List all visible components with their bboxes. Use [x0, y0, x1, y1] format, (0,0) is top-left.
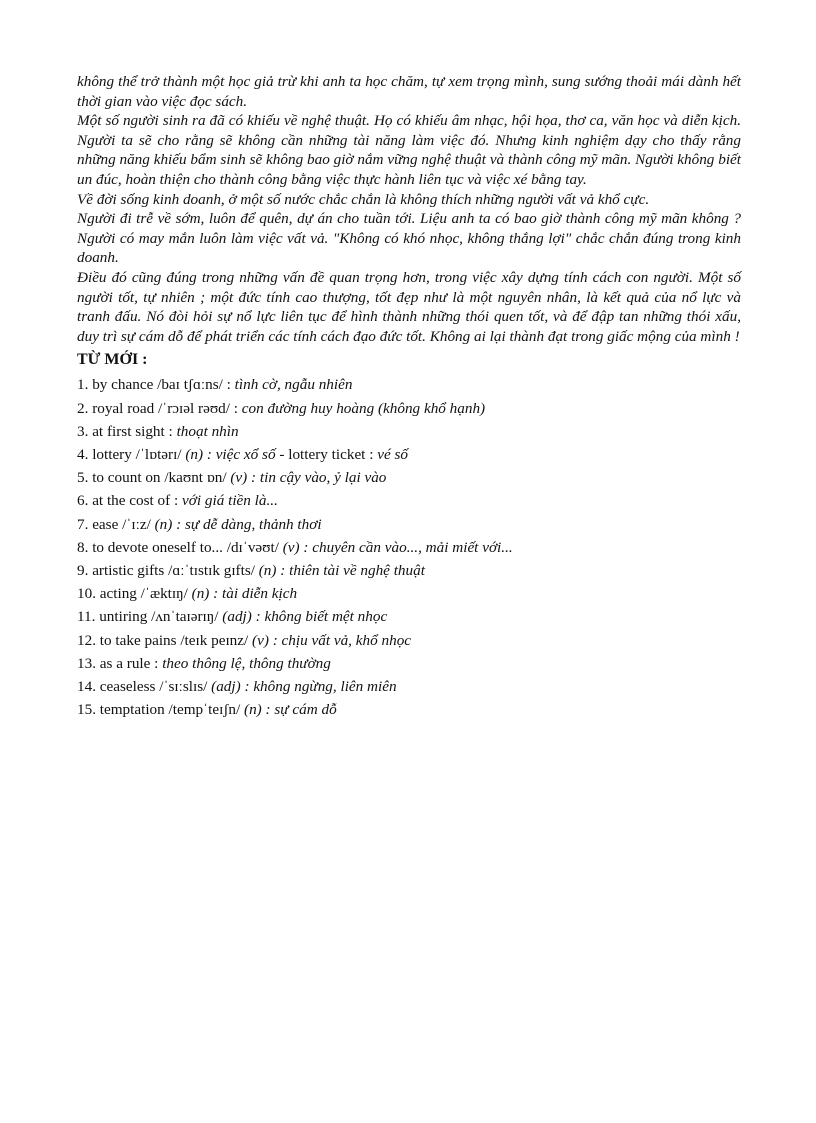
vocab-item [77, 652, 741, 675]
document-page [77, 72, 741, 721]
vocab-term: 11. untiring /ʌnˈtaɪərɪŋ/ [77, 608, 223, 626]
vocab-item [77, 629, 741, 652]
paragraph: Một số người sinh ra đã có khiếu về nghệ thuật. Họ có khiếu âm nhạc, hội họa, thơ ca, văn học và diễn kịch. Người ta sẽ cho rằng sẽ không cần những tài năng làm việc đó. Nhưng kinh nghiệm dạy cho thấy rằng những năng khiếu bẩm sinh sẽ không bao giờ nắm vững nghệ thuật và thành công mỹ mãn. Người không biết un đúc, hoàn thiện cho thành công bằng việc thực hành liên tục và việc xé bằng tay. [77, 112, 741, 188]
vocab-heading: TỪ MỚI : [77, 351, 148, 369]
vocab-meaning: với giá tiền là... [182, 492, 278, 510]
vocab-meaning: (n) : việc xổ số [185, 445, 276, 463]
vocab-meaning: (n) : thiên tài về nghệ thuật [258, 561, 425, 579]
vocab-item [77, 489, 741, 512]
vocab-term: 1. by chance /baɪ tʃɑːns/ : [77, 376, 235, 394]
reading-passage [77, 72, 741, 346]
vocab-meaning: (n) : tài diễn kịch [191, 585, 298, 603]
vocab-term: 14. ceaseless /ˈsɪːslɪs/ [77, 677, 212, 695]
vocab-list [77, 373, 741, 721]
vocab-term: 12. to take pains /teɪk peɪnz/ [77, 631, 253, 649]
paragraph: Về đời sống kinh doanh, ở một số nước chắc chắn là không thích những người vất vả khổ cực. [77, 190, 650, 208]
vocab-meaning: (v) : chuyên cần vào..., mải miết với... [282, 538, 513, 556]
vocab-term: 6. at the cost of : [77, 492, 183, 510]
paragraph: Điều đó cũng đúng trong những vấn đề quan trọng hơn, trong việc xây dựng tính cách con người. Một số người tốt, tự nhiên ; một đức tính cao thượng, tốt đẹp như là một nguyên nhân, là kết quả của nổ lực và tranh đấu. Nó đòi hỏi sự nổ lực liên tục để hình thành những thói quen tốt, và để đập tan những thói xấu, duy trì sự cám dỗ để phát triển các tính cách đạo đức tốt. Không ai lại thành đạt trong giấc mộng của mình ! [77, 268, 741, 345]
vocab-term: 4. lottery /ˈlɒtərɪ/ [77, 445, 186, 463]
vocab-meaning: (adj) : không biết mệt nhọc [222, 608, 388, 626]
vocab-term: 10. acting /ˈæktɪŋ/ [77, 585, 192, 603]
vocab-item [77, 443, 741, 466]
vocab-item [77, 466, 741, 489]
paragraph: không thể trở thành một học giả trừ khi anh ta học chăm, tự xem trọng mình, sung sướng thoải mái dành hết thời gian vào việc đọc sách. [77, 73, 741, 110]
vocab-item [77, 420, 741, 443]
vocab-item [77, 559, 741, 582]
vocab-item [77, 605, 741, 628]
vocab-meaning: tình cờ, ngẫu nhiên [234, 376, 353, 394]
vocab-meaning: (n) : sự dễ dàng, thảnh thơi [154, 515, 322, 533]
vocab-extra-term: - lottery ticket : [275, 445, 378, 463]
vocab-extra-meaning: vé số [377, 445, 409, 463]
vocab-item [77, 513, 741, 536]
vocab-term: 7. ease /ˈɪːz/ [77, 515, 155, 533]
vocab-item [77, 373, 741, 396]
vocab-meaning: thoạt nhìn [176, 422, 239, 440]
vocab-meaning: con đường huy hoàng (không khổ hạnh) [241, 399, 486, 417]
vocab-item [77, 582, 741, 605]
vocab-meaning: (v) : tin cậy vào, ỷ lại vào [230, 469, 387, 487]
vocab-item [77, 397, 741, 420]
vocab-item [77, 536, 741, 559]
vocab-term: 5. to count on /kaʊnt ɒn/ [77, 469, 231, 487]
vocab-meaning: (n) : sự cám dỗ [244, 701, 337, 719]
vocab-meaning: (adj) : không ngừng, liên miên [211, 677, 397, 695]
vocab-term: 2. royal road /ˈrɔɪəl rəʊd/ : [77, 399, 242, 417]
paragraph: Người đi trễ về sớm, luôn để quên, dự án cho tuần tới. Liệu anh ta có bao giờ thành công mỹ mãn không ? Người có may mắn luôn làm việc vất vả. "Không có khó nhọc, không thắng lợi" chắc chắn đúng trong kinh doanh. [77, 210, 741, 267]
vocab-term: 8. to devote oneself to... /dɪˈvəʊt/ [77, 538, 283, 556]
vocab-term: 15. temptation /tempˈteɪʃn/ [77, 701, 245, 719]
vocab-item [77, 698, 741, 721]
vocab-term: 9. artistic gifts /ɑːˈtɪstɪk gɪfts/ [77, 561, 259, 579]
vocab-meaning: (v) : chịu vất vả, khổ nhọc [252, 631, 412, 649]
vocab-term: 3. at first sight : [77, 422, 177, 440]
vocab-item [77, 675, 741, 698]
vocab-term: 13. as a rule : [77, 654, 163, 672]
vocab-meaning: theo thông lệ, thông thường [162, 654, 331, 672]
